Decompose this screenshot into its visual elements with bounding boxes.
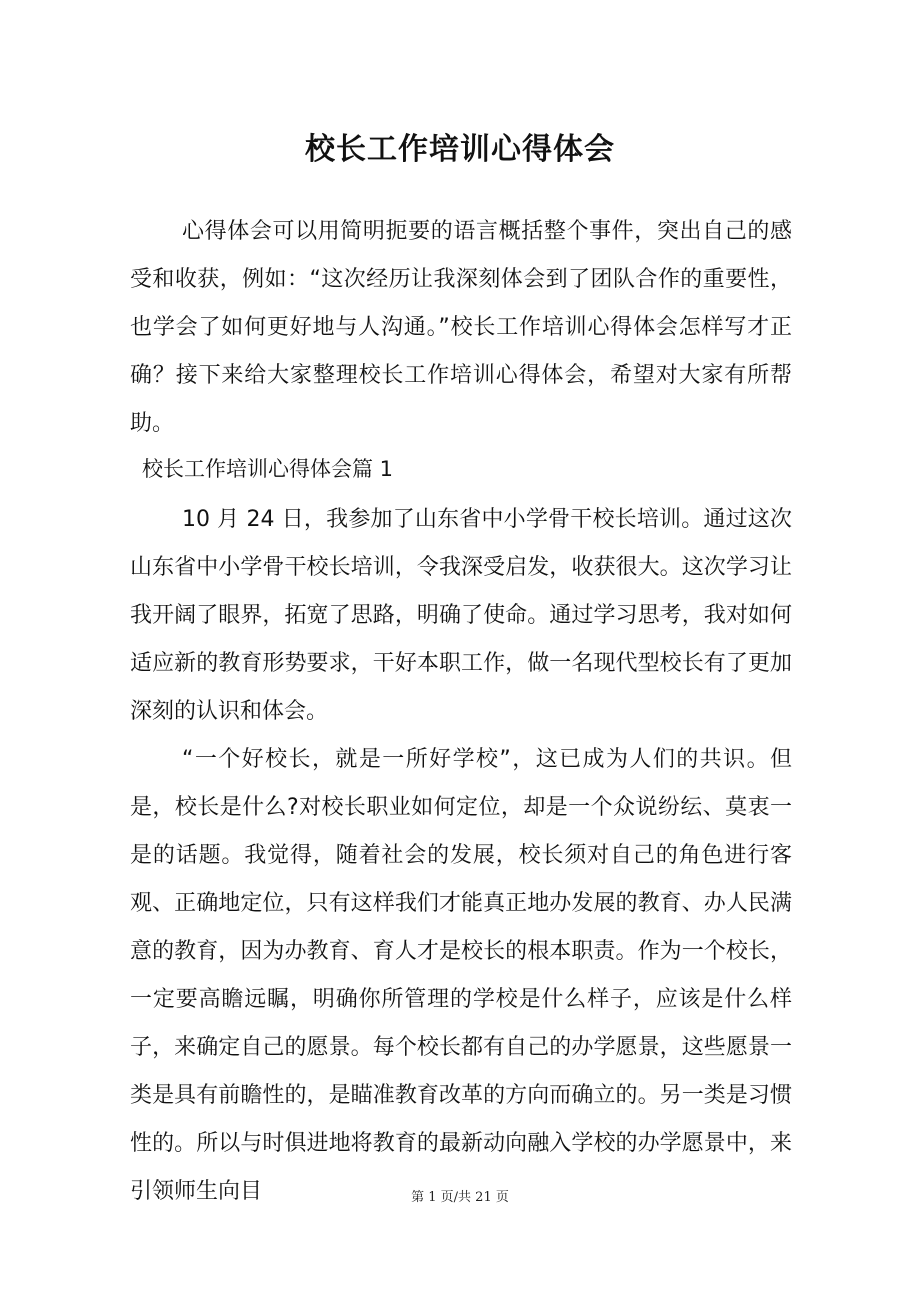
- document-title: 校长工作培训心得体会: [305, 132, 615, 167]
- section-heading: 校长工作培训心得体会篇 1: [142, 457, 394, 481]
- page-number-footer: 第 1 页/共 21 页: [411, 1190, 509, 1205]
- body-paragraph-1: 10 月 24 日，我参加了山东省中小学骨干校长培训。通过这次山东省中小学骨干校长培训，令我深受启发，收获很大。这次学习让我开阔了眼界，拓宽了思路，明确了使命。通过学习思考，我对如何适应新的教育形势要求，干好本职工作，做一名现代型校长有了更加深刻的认识和体会。: [130, 507, 792, 724]
- body-paragraph-2: “一个好校长，就是一所好学校”，这已成为人们的共识。但是，校长是什么?对校长职业如何定位，却是一个众说纷纭、莫衷一是的话题。我觉得，随着社会的发展，校长须对自己的角色进行客观、正确地定位，只有这样我们才能真正地办发展的教育、办人民满意的教育，因为办教育、育人才是校长的根本职责。作为一个校长，一定要高瞻远瞩，明确你所管理的学校是什么样子，应该是什么样子，来确定自己的愿景。每个校长都有自己的办学愿景，这些愿景一类是具有前瞻性的，是瞄准教育改革的方向而确立的。另一类是习惯性的。所以与时俱进地将教育的最新动向融入学校的办学愿景中，来引领师生向目: [130, 747, 792, 1204]
- intro-paragraph: 心得体会可以用简明扼要的语言概括整个事件，突出自己的感受和收获，例如：“这次经历让我深刻体会到了团队合作的重要性，也学会了如何更好地与人沟通。”校长工作培训心得体会怎样写才正确？接下来给大家整理校长工作培训心得体会，希望对大家有所帮助。: [130, 219, 792, 436]
